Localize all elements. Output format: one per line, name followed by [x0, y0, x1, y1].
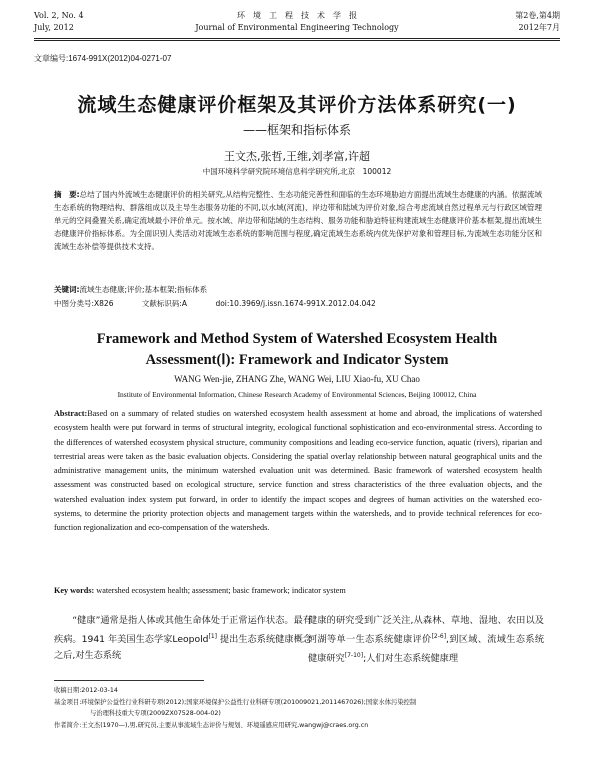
date-en: July, 2012 — [34, 23, 74, 32]
body-right-text-b: ,到区域、流域生态系统健康研究 — [308, 634, 545, 665]
abstract-cn-text: 总结了国内外流域生态健康评价的相关研究,从结构完整性、生态功能完善性和面临的生态环境胁迫方面提出流域生态健康的内涵。依据流域生态系统的物理结构、群落组成以及主导生态服务功能的不同,以水域(河流)、岸边带和陆域为评价对象,综合考虑流域自然过程单元与行政区域管理单元的空间叠置关系,确定流域最小评价单元。按水域、岸边带和陆域的生态结构、服务功能和胁迫特征构建流域生态健康评价基本框架,提出流域生态健康评价指标体系。为全面识别人类活动对流域生态系统的影响范围与程度,确定流域生态系统内优先保护对象和管理目标,为流域生态功能分区和流域生态补偿等提供技术支持。 — [54, 190, 542, 251]
fund-line-2: 与治理科技重大专项(2009ZX07528-004-02) — [90, 710, 221, 717]
abstract-en-text: Based on a summary of related studies on watershed ecosystem health assessment at home and abroad, the implications of watershed ecosystem health were put forward in terms of structural integrity, ecological functional sophistication and eco-environmental stress. According to the differences of watershed ecosystem physical structure, community compositions and leading eco-service function, aquatic (rivers), riparian and terrestrial areas were taken as the basic evaluation objects. Considering the spatial overlay relationship between natural geographical units and the administrative management units, the minimum watershed evaluation unit was determined. Basic framework of watershed ecosystem health assessment was constructed based on ecological structure, service function and stress characteristics of the three evaluation objects, and the watershed evaluation index system put forward, in order to identify the impact scopes and degrees of human activities on the watershed eco-systems, to determine the priority protection objects and management targets within the watersheds, and to provide technical references for eco-function regionalization and eco-compensation of the watersheds. — [54, 409, 542, 533]
body-column-right — [308, 613, 544, 667]
subtitle-cn: ——框架和指标体系 — [242, 123, 351, 137]
affiliation-en: Institute of Environmental Information, Chinese Research Academy of Environmental Sciences, Beijing 100012, China — [117, 390, 477, 399]
header-center — [34, 10, 560, 34]
keywords-en-text: watershed ecosystem health; assessment; basic framework; indicator system — [96, 586, 346, 595]
date-cn: 2012年7月 — [518, 23, 560, 32]
header-rule — [34, 38, 560, 39]
keywords-en — [54, 586, 542, 595]
body-left-tail: 提出生态系统健康概念之后,对生态系统 — [54, 634, 312, 662]
authors-en: WANG Wen-jie, ZHANG Zhe, WANG Wei, LIU Xiao-fu, XU Chao — [174, 374, 420, 384]
citation-leopold: [1] — [208, 633, 217, 640]
title-en-line2: Assessment(Ⅰ): Framework and Indicator System — [145, 352, 449, 368]
title-cn: 流域生态健康评价框架及其评价方法体系研究(一) — [77, 94, 517, 116]
keywords-en-label: Key words: — [54, 586, 95, 595]
body-column-left — [54, 613, 312, 664]
title-en-line1: Framework and Method System of Watershed Ecosystem Health — [96, 331, 498, 347]
citation-7-10: [7-10] — [344, 652, 364, 660]
header-rule-thin — [34, 40, 560, 41]
received-date: 收稿日期:2012-03-14 — [54, 687, 118, 694]
footnotes — [54, 685, 560, 731]
abstract-cn — [54, 188, 542, 253]
abstract-en — [54, 407, 542, 536]
header-right — [515, 10, 560, 34]
document-code: 文献标识码:A — [141, 299, 188, 308]
keywords-cn-label: 关键词: — [54, 285, 80, 294]
keywords-cn-text: 流域生态健康;评价;基本框架;指标体系 — [79, 285, 208, 294]
classification-cn — [54, 298, 542, 309]
title-en — [34, 329, 560, 371]
authors-cn: 王文杰,张哲,王维,刘孝富,许超 — [224, 150, 370, 163]
body-right-text-a: 健康的研究受到广泛关注,从森林、草地、湿地、农田以及河湖等单一生态系统健康评价 — [308, 615, 544, 646]
fund-line-1: 基金项目:环境保护公益性行业科研专项(2012);国家环境保护公益性行业科研专项(201009021,2011467026);国家水体污染控制 — [54, 698, 417, 706]
body-left-text: “健康”通常是指人体或其他生命体处于正常运作状态。最有疾病。1941 年美国生态学家Leopold — [54, 615, 312, 646]
journal-name-cn: 环 境 工 程 技 术 学 报 — [237, 11, 357, 20]
abstract-cn-label: 摘 要: — [54, 190, 80, 199]
body-right-text-c: ;人们对生态系统健康理 — [363, 653, 459, 665]
citation-2-6: [2-6] — [431, 633, 447, 640]
abstract-en-label: Abstract: — [54, 409, 88, 418]
article-number: 文章编号:1674-991X(2012)04-0271-07 — [34, 54, 172, 63]
volume-cn: 第2卷,第4期 — [515, 11, 560, 20]
doi: doi:10.3969/j.issn.1674-991X.2012.04.042 — [215, 299, 376, 308]
author-bio: 作者简介:王文杰(1970—),男,研究员,主要从事流域生态评价与规划、环境遥感应用研究,wangwj@craes.org.cn — [54, 721, 369, 729]
keywords-cn — [54, 284, 542, 295]
footnote-rule — [54, 680, 204, 681]
running-header — [34, 10, 560, 38]
clc-number: 中图分类号:X826 — [54, 299, 114, 308]
volume-en: Vol. 2, No. 4 — [34, 11, 84, 20]
affiliation-cn: 中国环境科学研究院环境信息科学研究所,北京 100012 — [202, 167, 392, 176]
journal-name-en: Journal of Environmental Engineering Technology — [195, 23, 399, 32]
